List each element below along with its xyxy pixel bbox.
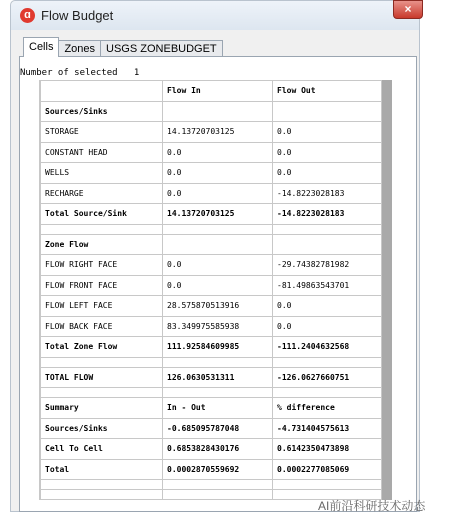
budget-table xyxy=(40,80,382,500)
window-title: Flow Budget xyxy=(41,8,114,23)
table-cell[interactable]: FLOW LEFT FACE xyxy=(41,296,163,317)
table-row xyxy=(41,357,382,367)
table-cell[interactable]: Cell To Cell xyxy=(41,439,163,460)
table-cell[interactable]: 0.6142350473898 xyxy=(273,439,382,460)
table-cell[interactable] xyxy=(41,388,163,398)
table-cell[interactable]: % difference xyxy=(273,398,382,419)
table-cell[interactable]: 83.349975585938 xyxy=(163,316,273,337)
table-row xyxy=(41,398,382,419)
table-cell[interactable]: 0.0 xyxy=(163,163,273,184)
title-bar[interactable] xyxy=(11,1,419,30)
table-row xyxy=(41,418,382,439)
table-row xyxy=(41,367,382,388)
table-body xyxy=(41,101,382,500)
table-cell[interactable] xyxy=(273,234,382,255)
table-cell[interactable] xyxy=(163,490,273,500)
table-cell[interactable] xyxy=(273,224,382,234)
table-cell[interactable] xyxy=(163,101,273,122)
table-cell[interactable]: -14.8223028183 xyxy=(273,204,382,225)
table-cell[interactable]: WELLS xyxy=(41,163,163,184)
table-cell[interactable] xyxy=(41,480,163,490)
table-cell[interactable]: Sources/Sinks xyxy=(41,418,163,439)
header-cell: Flow Out xyxy=(273,81,382,102)
table-cell[interactable] xyxy=(163,388,273,398)
table-cell[interactable]: Total Zone Flow xyxy=(41,337,163,358)
table-cell[interactable] xyxy=(273,388,382,398)
table-cell[interactable]: -111.2404632568 xyxy=(273,337,382,358)
table-cell[interactable]: 0.0 xyxy=(163,142,273,163)
table-cell[interactable]: CONSTANT HEAD xyxy=(41,142,163,163)
table-cell[interactable] xyxy=(163,224,273,234)
table-cell[interactable]: 0.0 xyxy=(273,142,382,163)
table-cell[interactable]: -29.74382781982 xyxy=(273,255,382,276)
table-cell[interactable]: 14.13720703125 xyxy=(163,122,273,143)
table-cell[interactable]: -4.731404575613 xyxy=(273,418,382,439)
table-cell[interactable]: STORAGE xyxy=(41,122,163,143)
table-cell[interactable] xyxy=(273,101,382,122)
table-cell[interactable]: 0.0 xyxy=(273,163,382,184)
table-row xyxy=(41,142,382,163)
table-cell[interactable]: In - Out xyxy=(163,398,273,419)
table-row xyxy=(41,204,382,225)
header-cell xyxy=(41,81,163,102)
table-row xyxy=(41,122,382,143)
table-cell[interactable]: Summary xyxy=(41,398,163,419)
table-row xyxy=(41,459,382,480)
table-cell[interactable]: -126.0627660751 xyxy=(273,367,382,388)
table-cell[interactable]: 0.0 xyxy=(273,316,382,337)
table-cell[interactable] xyxy=(273,357,382,367)
table-row xyxy=(41,296,382,317)
table-cell[interactable]: 0.0 xyxy=(163,275,273,296)
table-cell[interactable]: Total xyxy=(41,459,163,480)
table-cell[interactable]: 111.92584609985 xyxy=(163,337,273,358)
tab-zones[interactable]: Zones xyxy=(58,40,101,57)
table-cell[interactable]: 0.0 xyxy=(273,122,382,143)
table-row xyxy=(41,234,382,255)
table-cell[interactable] xyxy=(41,224,163,234)
table-row xyxy=(41,316,382,337)
table-cell[interactable]: 0.0 xyxy=(163,255,273,276)
table-cell[interactable]: Zone Flow xyxy=(41,234,163,255)
tab-bar xyxy=(23,37,222,57)
tab-cells[interactable]: Cells xyxy=(23,37,59,57)
row-header-gutter xyxy=(20,80,40,500)
selected-label: Number of selected xyxy=(20,68,118,78)
table-row xyxy=(41,337,382,358)
table-row xyxy=(41,224,382,234)
table-row xyxy=(41,163,382,184)
close-button[interactable] xyxy=(393,0,423,19)
table-row xyxy=(41,388,382,398)
table-row xyxy=(41,439,382,460)
table-cell[interactable]: -0.685095787048 xyxy=(163,418,273,439)
table-cell[interactable]: 14.13720703125 xyxy=(163,204,273,225)
table-cell[interactable]: 126.0630531311 xyxy=(163,367,273,388)
header-row xyxy=(41,81,382,102)
selected-value: 1 xyxy=(133,68,140,78)
table-cell[interactable]: TOTAL FLOW xyxy=(41,367,163,388)
close-icon: × xyxy=(404,2,412,16)
header-cell: Flow In xyxy=(163,81,273,102)
table-cell[interactable]: 0.6853828430176 xyxy=(163,439,273,460)
table-cell[interactable]: FLOW BACK FACE xyxy=(41,316,163,337)
table-row xyxy=(41,101,382,122)
table-cell[interactable] xyxy=(163,357,273,367)
table-cell[interactable] xyxy=(163,480,273,490)
budget-grid[interactable] xyxy=(20,80,392,500)
tab-usgs-zonebudget[interactable]: USGS ZONEBUDGET xyxy=(100,40,223,57)
table-cell[interactable]: 0.0002277085069 xyxy=(273,459,382,480)
table-cell[interactable]: Sources/Sinks xyxy=(41,101,163,122)
table-cell[interactable] xyxy=(41,357,163,367)
table-cell[interactable] xyxy=(41,490,163,500)
table-row xyxy=(41,183,382,204)
table-cell[interactable]: FLOW FRONT FACE xyxy=(41,275,163,296)
table-cell[interactable]: 0.0 xyxy=(273,296,382,317)
table-cell[interactable]: -14.8223028183 xyxy=(273,183,382,204)
table-cell[interactable]: 0.0 xyxy=(163,183,273,204)
table-cell[interactable] xyxy=(273,480,382,490)
table-cell[interactable] xyxy=(163,234,273,255)
table-cell[interactable]: Total Source/Sink xyxy=(41,204,163,225)
table-cell[interactable]: 0.0002870559692 xyxy=(163,459,273,480)
table-cell[interactable]: RECHARGE xyxy=(41,183,163,204)
table-row xyxy=(41,480,382,490)
app-icon: ɑ xyxy=(20,8,35,23)
watermark-text: AI前沿科研技术动态 xyxy=(318,499,426,513)
table-row xyxy=(41,275,382,296)
table-row xyxy=(41,255,382,276)
table-cell[interactable]: 28.575870513916 xyxy=(163,296,273,317)
table-cell[interactable]: FLOW RIGHT FACE xyxy=(41,255,163,276)
selected-count xyxy=(20,68,139,78)
table-cell[interactable]: -81.49863543701 xyxy=(273,275,382,296)
